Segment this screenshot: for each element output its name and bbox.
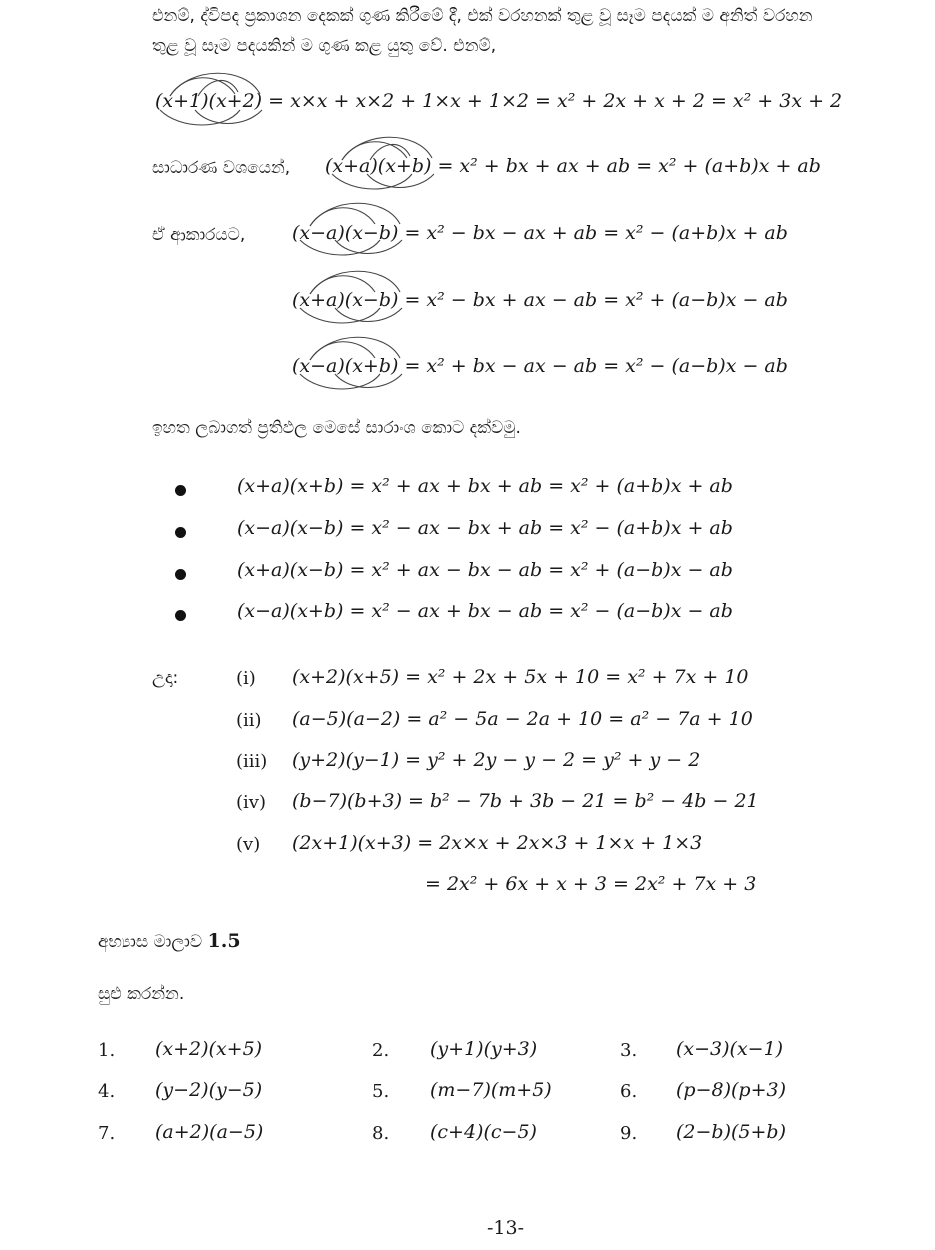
example-number: (i) — [236, 668, 256, 689]
general-label: සාධාරණ වශයෙන්, — [152, 158, 291, 178]
problem-number: 8. — [372, 1123, 390, 1144]
page-number: -13- — [487, 1217, 525, 1239]
problem-expression: (y−2)(y−5) — [155, 1079, 263, 1101]
general-equation-1: (x+a)(x+b) = x² + bx + ax + ab = x² + (a+b)x + ab — [325, 155, 821, 177]
general-equation-2: (x−a)(x−b) = x² − bx − ax + ab = x² − (a+b)x + ab — [292, 222, 788, 244]
problem-number: 4. — [98, 1081, 116, 1102]
example-equation: (b−7)(b+3) = b² − 7b + 3b − 21 = b² − 4b − 21 — [292, 790, 759, 812]
problem-number: 5. — [372, 1081, 390, 1102]
bullet-3 — [175, 569, 186, 580]
examples-label: උදා: — [152, 668, 179, 688]
summary-equation-2: (x−a)(x−b) = x² − ax − bx + ab = x² − (a+b)x + ab — [237, 517, 733, 539]
example-equation: (2x+1)(x+3) = 2x×x + 2x×3 + 1×x + 1×3 — [292, 832, 703, 854]
problem-expression: (a+2)(a−5) — [155, 1121, 264, 1143]
problem-expression: (x−3)(x−1) — [676, 1038, 784, 1060]
example-number: (v) — [236, 834, 261, 855]
problem-number: 1. — [98, 1040, 116, 1061]
example-equation: (y+2)(y−1) = y² + 2y − y − 2 = y² + y − 2 — [292, 749, 701, 771]
problem-number: 3. — [620, 1040, 638, 1061]
bullet-1 — [175, 485, 186, 496]
similarly-label: ඒ ආකාරයට, — [152, 225, 246, 245]
example-equation: (a−5)(a−2) = a² − 5a − 2a + 10 = a² − 7a + 10 — [292, 708, 753, 730]
exercise-instruction: සුළු කරන්න. — [98, 984, 185, 1004]
exercise-title-text: අභ්‍යාස මාලාව — [98, 932, 203, 952]
exercise-number: 1.5 — [207, 930, 241, 952]
bullet-2 — [175, 527, 186, 538]
problem-expression: (p−8)(p+3) — [676, 1079, 786, 1101]
intro-line-1: එනම්, ද්විපද ප්‍රකාශන දෙකක් ගුණ කිරීමේ දී, එක් වරහනක් තුළ වූ සෑම පදයක් ම අනිත් වරහන — [152, 6, 813, 26]
example-number: (ii) — [236, 710, 262, 731]
exercise-title — [98, 930, 241, 952]
summary-equation-4: (x−a)(x+b) = x² − ax + bx − ab = x² − (a−b)x − ab — [237, 600, 733, 622]
general-equation-3: (x+a)(x−b) = x² − bx + ax − ab = x² + (a−b)x − ab — [292, 289, 788, 311]
example-continuation: = 2x² + 6x + x + 3 = 2x² + 7x + 3 — [425, 873, 757, 895]
problem-number: 6. — [620, 1081, 638, 1102]
general-equation-4: (x−a)(x+b) = x² + bx − ax − ab = x² − (a−b)x − ab — [292, 355, 788, 377]
problem-expression: (c+4)(c−5) — [430, 1121, 537, 1143]
problem-expression: (x+2)(x+5) — [155, 1038, 263, 1060]
example-equation: (x+2)(x+5) = x² + 2x + 5x + 10 = x² + 7x + 10 — [292, 666, 749, 688]
example-number: (iv) — [236, 792, 266, 813]
problem-expression: (m−7)(m+5) — [430, 1079, 552, 1101]
intro-line-2: තුළ වූ සෑම පදයකින් ම ගුණ කළ යුතු වේ. එනම්, — [152, 36, 497, 56]
problem-expression: (2−b)(5+b) — [676, 1121, 786, 1143]
problem-number: 7. — [98, 1123, 116, 1144]
summary-equation-3: (x+a)(x−b) = x² + ax − bx − ab = x² + (a−b)x − ab — [237, 559, 733, 581]
bullet-4 — [175, 610, 186, 621]
problem-number: 2. — [372, 1040, 390, 1061]
example-number: (iii) — [236, 751, 268, 772]
summary-intro: ඉහත ලබාගත් ප්‍රතිඵල මෙසේ සාරාංශ කොට දක්වමු. — [152, 418, 521, 438]
problem-expression: (y+1)(y+3) — [430, 1038, 538, 1060]
summary-equation-1: (x+a)(x+b) = x² + ax + bx + ab = x² + (a+b)x + ab — [237, 475, 733, 497]
main-example-equation: (x+1)(x+2) = x×x + x×2 + 1×x + 1×2 = x² + 2x + x + 2 = x² + 3x + 2 — [155, 90, 843, 112]
problem-number: 9. — [620, 1123, 638, 1144]
